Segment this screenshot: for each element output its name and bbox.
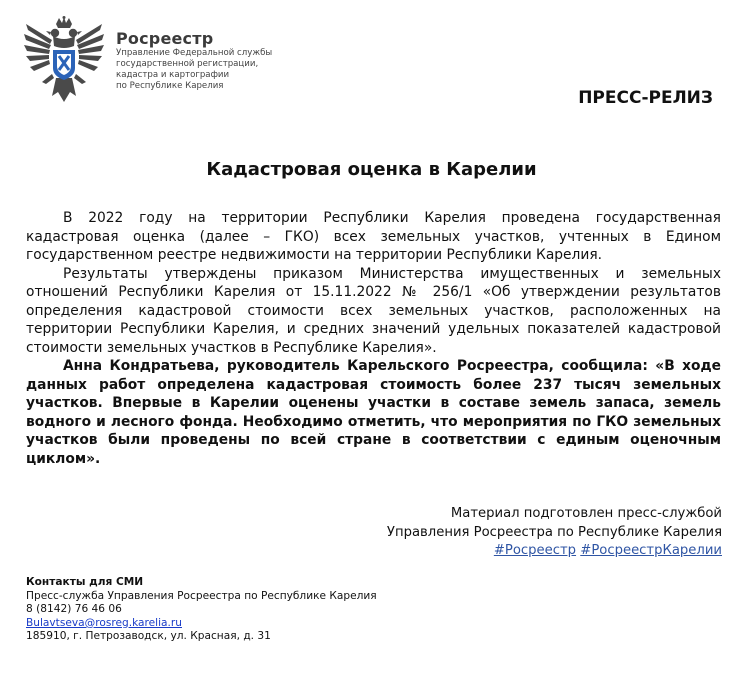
paragraph: Результаты утверждены приказом Министерства имущественных и земельных отношений Республики Карелия от 15.11.2022 № 256/1 «Об утверждении результатов определения кадастровой стоимости всех земельных участков, расположенных на территории Республики Карелия, и средних значений удельных показателей кадастровой стоимости земельных участков в Республике Карелия». bbox=[26, 265, 721, 356]
contacts-address: 185910, г. Петрозаводск, ул. Красная, д. 31 bbox=[26, 630, 271, 643]
media-contacts bbox=[26, 576, 377, 644]
quote-paragraph: Анна Кондратьева, руководитель Карельского Росреестра, сообщила: «В ходе данных работ определена кадастровая стоимость более 237 тысяч земельных участков. Впервые в Карелии оценены участки в составе земель запаса, земель водного и лесного фонда. Необходимо отметить, что мероприятия по ГКО земельных участков были проведены по всей стране в соответствии с единым оценочным циклом». bbox=[26, 358, 721, 467]
document-body bbox=[26, 209, 721, 468]
credit-line: Материал подготовлен пресс-службой bbox=[450, 506, 722, 521]
org-name: Росреестр bbox=[116, 29, 214, 48]
org-subtitle bbox=[116, 48, 272, 92]
contacts-service: Пресс-служба Управления Росреестра по Республике Карелия bbox=[26, 589, 377, 602]
credit-block bbox=[387, 505, 722, 561]
press-release-label: ПРЕСС-РЕЛИЗ bbox=[578, 88, 713, 108]
contacts-heading: Контакты для СМИ bbox=[26, 576, 144, 588]
paragraph: В 2022 году на территории Республики Карелия проведена государственная кадастровая оценка (далее – ГКО) всех земельных участков, учтенных в Едином государственном реестре недвижимости на территории Республики Карелия. bbox=[26, 210, 721, 263]
org-subtitle-line: по Республике Карелия bbox=[116, 81, 224, 91]
hashtag-link-rosreestr-karelia[interactable]: #РосреестрКарелии bbox=[580, 543, 722, 558]
credit-line: Управления Росреестра по Республике Карелия bbox=[386, 524, 722, 540]
org-subtitle-line: Управление Федеральной службы bbox=[116, 48, 273, 58]
org-subtitle-line: кадастра и картографии bbox=[116, 70, 230, 80]
rosreestr-emblem-icon bbox=[22, 16, 106, 102]
contacts-email-link[interactable]: Bulavtseva@rosreg.karelia.ru bbox=[26, 616, 182, 629]
hashtags bbox=[387, 542, 722, 561]
contacts-phone: 8 (8142) 76 46 06 bbox=[26, 603, 122, 616]
hashtag-link-rosreestr[interactable]: #Росреестр bbox=[493, 543, 577, 558]
document-title: Кадастровая оценка в Карелии bbox=[206, 159, 537, 180]
org-subtitle-line: государственной регистрации, bbox=[116, 59, 259, 69]
